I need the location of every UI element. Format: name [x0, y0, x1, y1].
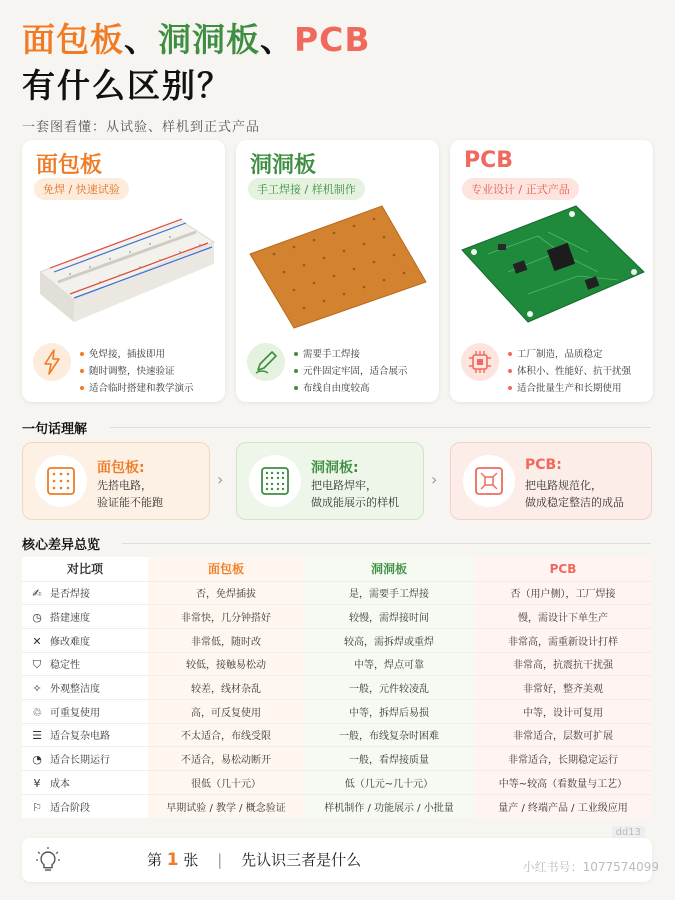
table-row	[22, 605, 652, 629]
row-label: 稳定性	[50, 659, 80, 671]
summary-text	[525, 477, 624, 511]
cell-pcb: 量产 / 终端产品 / 工业级应用	[474, 794, 652, 818]
comparison-table	[22, 557, 652, 818]
cell-pcb: 否（用户侧），工厂焊接	[474, 581, 652, 605]
cell-perfboard: 低（几元~几十元）	[304, 771, 474, 795]
cell-breadboard: 较差，线材杂乱	[148, 676, 304, 700]
row-label: 可重复使用	[50, 707, 100, 719]
cell-pcb: 非常高，需重新设计打样	[474, 628, 652, 652]
cell-breadboard: 较低，接触易松动	[148, 652, 304, 676]
card-title: 洞洞板	[250, 153, 317, 178]
table-row	[22, 771, 652, 795]
footer-prefix: 第	[147, 851, 163, 869]
feature-item: 适合临时搭建和教学演示	[80, 380, 194, 397]
feature-item: 免焊接，插拔即用	[80, 346, 194, 363]
card-tag: 免焊 / 快速试验	[34, 178, 129, 200]
row-label-cell	[22, 723, 148, 747]
cell-pcb: 中等~较高（看数量与工艺）	[474, 771, 652, 795]
breadboard-grid-icon	[35, 455, 87, 507]
summary-text	[311, 477, 399, 511]
shield-icon: ⛉	[32, 657, 42, 671]
cell-perfboard: 中等，焊点可靠	[304, 652, 474, 676]
card-title: 面包板	[36, 153, 103, 178]
title-perfboard: 洞洞板	[158, 20, 260, 59]
cell-perfboard: 中等，拆焊后易损	[304, 699, 474, 723]
header-pcb: PCB	[474, 557, 652, 581]
table-header-row	[22, 557, 652, 581]
cell-breadboard: 非常低，随时改	[148, 628, 304, 652]
summary-breadboard	[22, 442, 210, 520]
row-label: 成本	[50, 778, 70, 790]
card-tag: 专业设计 / 正式产品	[462, 178, 579, 200]
footer-caption: 先认识三者是什么	[241, 851, 362, 869]
cell-perfboard: 较高，需拆焊或重焊	[304, 628, 474, 652]
row-label: 修改难度	[50, 636, 90, 648]
breadboard-image	[30, 202, 218, 330]
cell-perfboard: 一般，布线复杂时困难	[304, 723, 474, 747]
table-section-title: 核心差异总览	[22, 538, 101, 553]
row-label: 适合长期运行	[50, 755, 110, 767]
summary-line: 验证能不能跑	[97, 496, 163, 509]
header-item: 对比项	[66, 562, 103, 577]
row-label-cell	[22, 581, 148, 605]
cell-pcb: 非常高，抗震抗干扰强	[474, 652, 652, 676]
cell-breadboard: 非常快，几分钟搭好	[148, 605, 304, 629]
tools-icon: ✕	[32, 634, 42, 648]
row-label-cell	[22, 699, 148, 723]
header-breadboard: 面包板	[148, 557, 304, 581]
footer-text	[147, 849, 361, 870]
title-separator: 、	[260, 20, 294, 59]
summary-perfboard	[236, 442, 424, 520]
feature-item: 随时调整，快速验证	[80, 363, 194, 380]
cell-perfboard: 较慢，需焊接时间	[304, 605, 474, 629]
table-row	[22, 652, 652, 676]
section-divider	[110, 427, 651, 428]
summary-line: 先搭电路，	[97, 479, 152, 492]
cell-breadboard: 不太适合，布线受限	[148, 723, 304, 747]
feature-item: 需要手工焊接	[294, 346, 408, 363]
pcb-image	[458, 202, 646, 330]
chevron-right-icon: ›	[431, 470, 438, 489]
row-label-cell	[22, 747, 148, 771]
table-row	[22, 723, 652, 747]
soldering-pen-icon	[246, 342, 286, 382]
row-label: 适合阶段	[50, 802, 90, 814]
circuit-board-icon	[463, 455, 515, 507]
cell-breadboard: 否，免焊插拔	[148, 581, 304, 605]
feature-item: 元件固定牢固，适合展示	[294, 363, 408, 380]
row-label-cell	[22, 652, 148, 676]
row-label: 搭建速度	[50, 613, 90, 625]
cell-breadboard: 不适合，易松动断开	[148, 747, 304, 771]
summary-heading: 面包板:	[97, 460, 145, 476]
timer-icon: ◔	[32, 753, 42, 767]
title-separator: 、	[124, 20, 158, 59]
cell-perfboard: 是，需要手工焊接	[304, 581, 474, 605]
row-label: 外观整洁度	[50, 684, 100, 696]
card-feature-list	[80, 346, 194, 397]
table-row	[22, 676, 652, 700]
cell-pcb: 中等，设计可复用	[474, 699, 652, 723]
footer-page-number: 1	[166, 850, 179, 870]
cell-perfboard: 样机制作 / 功能展示 / 小批量	[304, 794, 474, 818]
title-breadboard: 面包板	[22, 20, 124, 59]
chip-icon	[460, 342, 500, 382]
row-label: 适合复杂电路	[50, 731, 110, 743]
feature-item: 布线自由度较高	[294, 380, 408, 397]
footer-suffix: 张	[183, 851, 199, 869]
cell-pcb: 非常好，整齐美观	[474, 676, 652, 700]
row-label-cell	[22, 771, 148, 795]
cell-breadboard: 很低（几十元）	[148, 771, 304, 795]
card-title: PCB	[464, 148, 514, 173]
row-label: 是否焊接	[50, 589, 90, 601]
summary-section-title: 一句话理解	[22, 422, 88, 437]
cell-pcb: 非常适合，长期稳定运行	[474, 747, 652, 771]
feature-item: 适合批量生产和长期使用	[508, 380, 631, 397]
title-pcb: PCB	[294, 20, 371, 59]
feature-item: 工厂制造，品质稳定	[508, 346, 631, 363]
chevron-right-icon: ›	[217, 470, 224, 489]
summary-line: 把电路焊牢，	[311, 479, 377, 492]
summary-heading: 洞洞板:	[311, 460, 359, 476]
card-feature-list	[508, 346, 631, 397]
card-breadboard	[22, 140, 225, 402]
cell-pcb: 非常适合，层数可扩展	[474, 723, 652, 747]
card-feature-list	[294, 346, 408, 397]
summary-line: 做成能展示的样机	[311, 496, 399, 509]
row-label-cell	[22, 628, 148, 652]
footer-separator: |	[217, 851, 223, 869]
summary-pcb	[450, 442, 652, 520]
cell-breadboard: 早期试验 / 教学 / 概念验证	[148, 794, 304, 818]
watermark-badge: dd13	[612, 826, 645, 839]
sliders-icon: ☰	[32, 729, 42, 743]
table-row	[22, 747, 652, 771]
table-row	[22, 581, 652, 605]
table-row	[22, 699, 652, 723]
table-row	[22, 628, 652, 652]
recycle-icon: ♲	[32, 705, 42, 719]
yen-icon: ¥	[33, 776, 41, 790]
cell-perfboard: 一般，看焊接质量	[304, 747, 474, 771]
page-title-line2: 有什么区别？	[22, 66, 232, 105]
lightbulb-icon	[34, 846, 62, 874]
summary-heading: PCB:	[525, 457, 562, 473]
summary-line: 做成稳定整洁的成品	[525, 496, 624, 509]
header-perfboard: 洞洞板	[304, 557, 474, 581]
feature-item: 体积小、性能好、抗干扰强	[508, 363, 631, 380]
perfboard-grid-icon	[249, 455, 301, 507]
card-perfboard	[236, 140, 439, 402]
cell-pcb: 慢，需设计下单生产	[474, 605, 652, 629]
page-subtitle: 一套图看懂：从试验、样机到正式产品	[22, 120, 261, 135]
clock-icon: ◷	[32, 611, 42, 625]
page-title-line1	[22, 14, 371, 61]
cell-perfboard: 一般，元件较凌乱	[304, 676, 474, 700]
sparkle-icon: ✧	[32, 682, 42, 696]
watermark-text: 小红书号：1077574099	[522, 860, 659, 874]
summary-line: 把电路规范化，	[525, 479, 602, 492]
cell-breadboard: 高，可反复使用	[148, 699, 304, 723]
flag-icon: ⚐	[32, 800, 42, 814]
section-divider	[122, 543, 651, 544]
lightning-icon	[32, 342, 72, 382]
card-pcb	[450, 140, 653, 402]
table-row	[22, 794, 652, 818]
row-label-cell	[22, 676, 148, 700]
summary-text	[97, 477, 163, 511]
perfboard-image	[244, 202, 432, 330]
soldering-icon: ✍	[32, 587, 42, 601]
row-label-cell	[22, 605, 148, 629]
row-label-cell	[22, 794, 148, 818]
card-tag: 手工焊接 / 样机制作	[248, 178, 365, 200]
